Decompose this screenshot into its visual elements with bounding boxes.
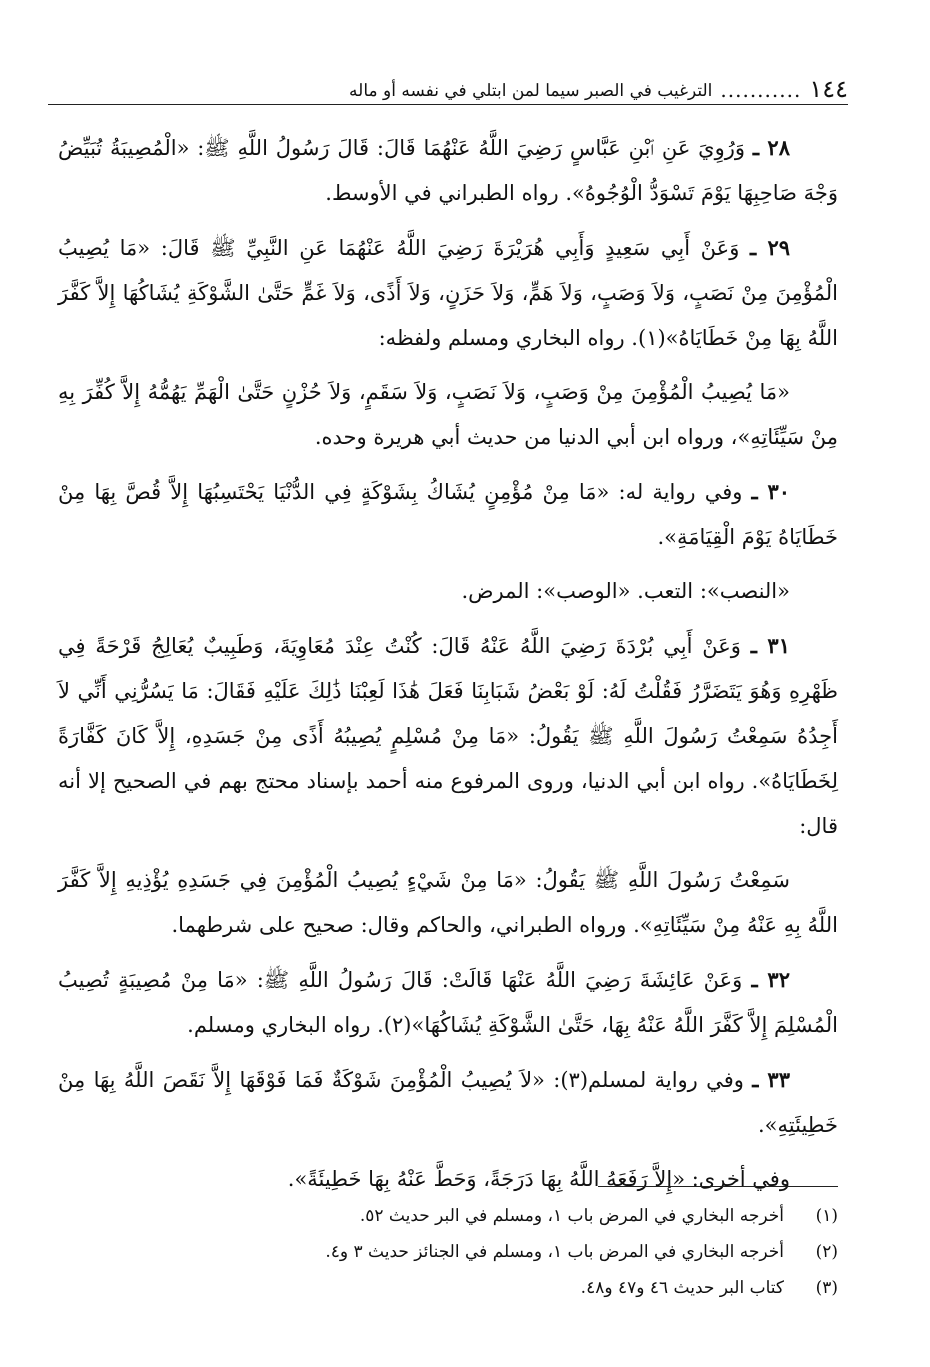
glossary-note: [58, 569, 838, 614]
hadith-33-variant: [58, 1157, 838, 1202]
running-header: [48, 62, 848, 105]
hadith-text: وَعَنْ أَبِي بُرْدَةَ رَضِيَ اللَّهُ عَنْهُ قَالَ: كُنْتُ عِنْدَ مُعَاوِيَةَ، وَطَبِيبٌ يُعَالِجُ قَرْحَةً فِي ظَهْرِهِ وَهُوَ يَتَضَرَّرُ فَقُلْتُ لَهُ: لَوْ بَعْضُ شَبَابِنَا فَعَلَ هَٰذَا لَعِبْنَا ذَٰلِكَ عَلَيْهِ فَقَالَ: مَا يَسُرُّنِي أَنِّي لاَ أَجِدُهُ سَمِعْتُ رَسُولَ اللَّهِ ﷺ يَقُولُ: «مَا مِنْ مُسْلِمٍ يُصِيبُهُ أَذًى مِنْ جَسَدِهِ، إِلاَّ كَانَ كَفَّارَةً لِخَطَايَاهُ». رواه ابن أبي الدنيا، وروى المرفوع منه أحمد بإسناد محتج بهم في الصحيح إلا أنه قال:: [58, 634, 838, 838]
footnote-3: [58, 1270, 838, 1306]
hadith-text: وفي رواية لمسلم(٣): «لاَ يُصِيبُ الْمُؤْمِنَ شَوْكَةٌ فَمَا فَوْقَهَا إِلاَّ نَقَصَ اللَّهُ بِهَا مِنْ خَطِيئَتِهِ».: [58, 1068, 838, 1137]
hadith-31: [58, 623, 838, 849]
hadith-29: [58, 225, 838, 361]
footnote-mark: (٣): [815, 1278, 838, 1298]
hadith-number: ٢٩ ـ: [750, 235, 790, 260]
hadith-29-variant: [58, 370, 838, 460]
hadith-text: «مَا يُصِيبُ الْمُؤْمِنَ مِنْ وَصَبٍ، وَلاَ نَصَبٍ، وَلاَ سَقَمٍ، وَلاَ حُزْنٍ حَتَّىٰ الْهَمِّ يَهُمُّهُ إِلاَّ كُفِّرَ بِهِ مِنْ سَيِّئَاتِهِ»، ورواه ابن أبي الدنيا من حديث أبي هريرة وحده.: [58, 380, 838, 449]
hadith-text: وفي أخرى: «إِلاَّ رَفَعَهُ اللَّهُ بِهَا دَرَجَةً، وَحَطَّ عَنْهُ بِهَا خَطِيئَةً».: [287, 1167, 790, 1191]
footnote-mark: (١): [815, 1206, 838, 1226]
footnote-text: أخرجه البخاري في المرض باب ١، ومسلم في البر حديث ٥٢.: [359, 1206, 784, 1226]
hadith-33: [58, 1057, 838, 1148]
hadith-number: ٣٢ ـ: [751, 967, 790, 992]
hadith-text: وَرُوِيَ عَنِ ٱبْنِ عَبَّاسٍ رَضِيَ اللَّهُ عَنْهُمَا قَالَ: قَالَ رَسُولُ اللَّهِ ﷺ: «الْمُصِيبَةُ تُبَيِّضُ وَجْهَ صَاحِبِهَا يَوْمَ تَسْوَدُّ الْوُجُوهُ». رواه الطبراني في الأوسط.: [58, 136, 838, 205]
page-body: [58, 125, 838, 1211]
footnote-2: [58, 1234, 838, 1270]
hadith-31-variant: [58, 858, 838, 948]
glossary-text: «النصب»: التعب. «الوصب»: المرض.: [461, 579, 790, 603]
hadith-number: ٣٣ ـ: [752, 1067, 790, 1092]
hadith-32: [58, 957, 838, 1048]
running-title: الترغيب في الصبر سيما لمن ابتلي في نفسه أو ماله: [349, 81, 713, 101]
footnote-mark: (٢): [815, 1242, 838, 1262]
hadith-text: وفي رواية له: «مَا مِنْ مُؤْمِنٍ يُشَاكُ بِشَوْكَةٍ فِي الدُّنْيَا يَحْتَسِبُهَا إِلاَّ قُصَّ بِهَا مِنْ خَطَايَاهُ يَوْمَ الْقِيَامَةِ».: [58, 480, 838, 549]
hadith-number: ٢٨ ـ: [752, 135, 790, 160]
hadith-28: [58, 125, 838, 216]
hadith-text: سَمِعْتُ رَسُولَ اللَّهِ ﷺ يَقُولُ: «مَا مِنْ شَيْءٍ يُصِيبُ الْمُؤْمِنَ فِي جَسَدِهِ يُؤْذِيهِ إِلاَّ كَفَّرَ اللَّهُ بِهِ عَنْهُ مِنْ سَيِّئَاتِهِ». ورواه الطبراني، والحاكم وقال: صحيح على شرطهما.: [58, 868, 838, 937]
page-number: ١٤٤: [809, 75, 848, 103]
footnote-text: أخرجه البخاري في المرض باب ١، ومسلم في الجنائز حديث ٣ و٤.: [325, 1242, 784, 1262]
hadith-number: ٣١ ـ: [750, 633, 790, 658]
hadith-30: [58, 469, 838, 560]
hadith-number: ٣٠ ـ: [751, 479, 790, 504]
footnote-1: [58, 1198, 838, 1234]
footnote-separator: [598, 1186, 838, 1187]
footnotes: [58, 1198, 838, 1306]
hadith-text: وَعَنْ عَائِشَةَ رَضِيَ اللَّهُ عَنْهَا قَالَتْ: قَالَ رَسُولُ اللَّهِ ﷺ: «مَا مِنْ مُصِيبَةٍ تُصِيبُ الْمُسْلِمَ إِلاَّ كَفَّرَ اللَّهُ عَنْهُ بِهَا، حَتَّىٰ الشَّوْكَةِ يُشَاكُهَا»(٢). رواه البخاري ومسلم.: [58, 968, 838, 1037]
hadith-text: وَعَنْ أَبِي سَعِيدٍ وَأَبِي هُرَيْرَةَ رَضِيَ اللَّهُ عَنْهُمَا عَنِ النَّبِيِّ ﷺ قَالَ: «مَا يُصِيبُ الْمُؤْمِنَ مِنْ نَصَبٍ، وَلاَ وَصَبٍ، وَلاَ هَمٍّ، وَلاَ حَزَنٍ، وَلاَ أَذًى، وَلاَ غَمٍّ حَتَّىٰ الشَّوْكَةِ يُشَاكُهَا إِلاَّ كَفَّرَ اللَّهُ بِهَا مِنْ خَطَايَاهُ»(١). رواه البخاري ومسلم ولفظه:: [58, 236, 838, 350]
footnote-text: كتاب البر حديث ٤٦ و٤٧ و٤٨.: [580, 1278, 784, 1298]
leader-dots: ...........: [720, 78, 802, 102]
